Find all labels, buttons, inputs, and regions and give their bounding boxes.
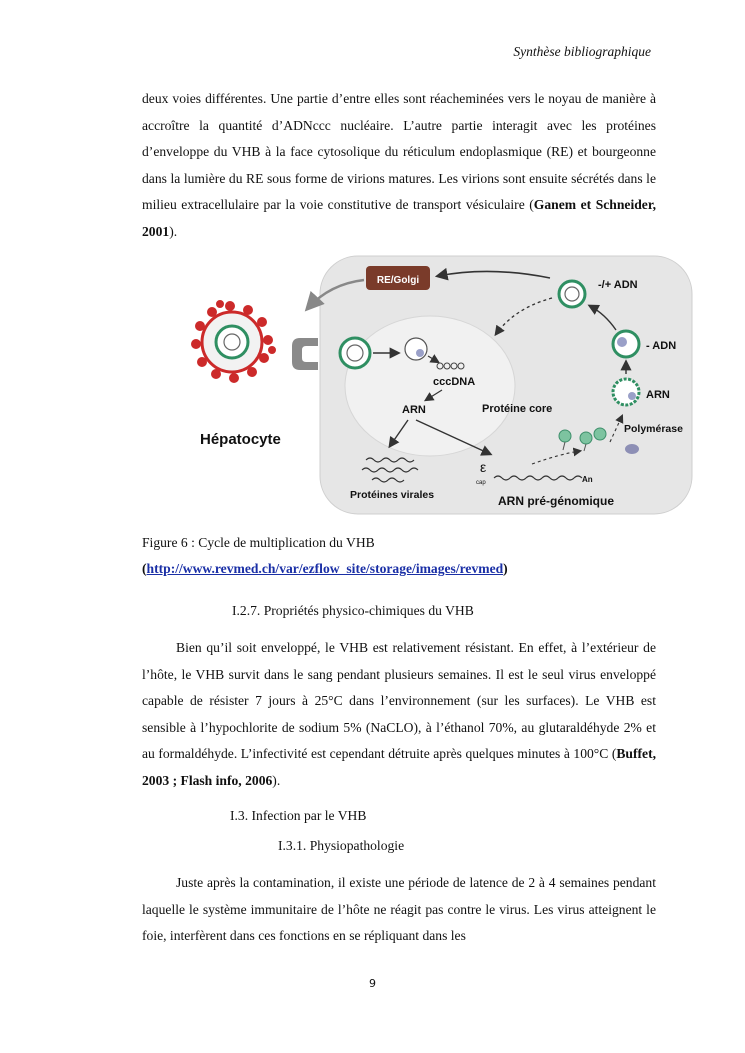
receptor bbox=[292, 338, 318, 370]
polymerase-mark bbox=[625, 444, 639, 454]
capsid-arn bbox=[613, 379, 639, 405]
citation: Buffet, 2003 ; Flash info, 2006 bbox=[142, 746, 656, 788]
label-epsilon: ε bbox=[480, 459, 487, 475]
running-header: Synthèse bibliographique bbox=[513, 44, 651, 59]
figure-caption bbox=[142, 530, 662, 582]
section-heading-1-2-7: I.2.7. Propriétés physico-chimiques du VHB bbox=[232, 603, 474, 618]
label-arn-center: ARN bbox=[402, 404, 426, 416]
label-arn-right: ARN bbox=[646, 389, 670, 401]
paragraph-physiopathology bbox=[142, 870, 656, 950]
paragraph-physico-chemical bbox=[142, 635, 656, 794]
label-polymerase: Polymérase bbox=[624, 423, 683, 435]
hbv-virion bbox=[192, 301, 275, 382]
label-proteine-core: Protéine core bbox=[482, 403, 553, 415]
capsid-adn-plus bbox=[559, 281, 585, 307]
label-hepatocyte: Hépatocyte bbox=[200, 431, 281, 448]
label-poly-a: An bbox=[582, 475, 593, 484]
paragraph-end: ). bbox=[272, 772, 281, 788]
caption-close: ) bbox=[503, 561, 508, 576]
paragraph-end: ). bbox=[169, 223, 178, 239]
caption-open: ( bbox=[142, 561, 147, 576]
paragraph-text: Bien qu’il soit enveloppé, le VHB est relativement résistant. En effet, à l’extérieur de l’hôte, le VHB survit dans le sang pendant plusieurs semaines. Il est le seul virus enveloppé capable de résister 7 jours à 25°C dans l’environnement (sur les surfaces). Le VHB est sensible à l’hypochlorite de sodium 5% (NaCLO), à l’éthanol 70%, au glutaraldéhyde 2% et au formaldéhyde. L’infectivité est cependant détruite après quelques minutes à 100°C ( bbox=[142, 640, 656, 761]
source-link[interactable]: http://www.revmed.ch/var/ezflow_site/storage/images/revmed bbox=[146, 561, 504, 576]
paragraph-virion-secretion bbox=[142, 86, 656, 245]
label-cccdna: cccDNA bbox=[433, 376, 476, 388]
paragraph-text: Juste après la contamination, il existe une période de latence de 2 à 4 semaines pendant laquelle le système immunitaire de l’hôte ne réagit pas contre le virus. Les virus atteignent le foie, interfèrent dans ces fonctions en se répliquant dans les bbox=[142, 875, 656, 943]
capsid-nucleus bbox=[405, 338, 427, 360]
capsid-entering bbox=[340, 338, 370, 368]
label-cap: cap bbox=[476, 480, 486, 486]
nucleus bbox=[345, 316, 515, 456]
hbv-cycle-figure bbox=[180, 246, 695, 518]
section-heading-1-3: I.3. Infection par le VHB bbox=[230, 808, 367, 823]
capsid-adn-minus bbox=[613, 331, 639, 357]
citation: Ganem et Schneider, 2001 bbox=[142, 197, 657, 239]
label-adn-plus: -/+ ADN bbox=[598, 279, 638, 291]
caption-title: Figure 6 : Cycle de multiplication du VHB bbox=[142, 535, 375, 550]
page-number: 9 bbox=[369, 977, 376, 990]
caption-source bbox=[142, 556, 662, 582]
re-golgi-label: RE/Golgi bbox=[376, 275, 420, 286]
paragraph-text: deux voies différentes. Une partie d’entre elles sont réacheminées vers le noyau de manière à accroître la quantité d’ADNccc nucléaire. L’autre partie interagit avec les protéines d’enveloppe du VHB à la face cytosolique du réticulum endoplasmique (RE) et bourgeonne dans la lumière du RE sous forme de virions matures. Les virions sont ensuite sécrétés dans le milieu extracellulaire par la voie constitutive de transport vésiculaire ( bbox=[142, 91, 656, 212]
label-arn-pregenomique: ARN pré-génomique bbox=[498, 494, 615, 508]
label-proteines-virales: Protéines virales bbox=[350, 489, 435, 501]
label-adn-minus: - ADN bbox=[646, 340, 677, 352]
section-heading-1-3-1: I.3.1. Physiopathologie bbox=[278, 838, 405, 853]
